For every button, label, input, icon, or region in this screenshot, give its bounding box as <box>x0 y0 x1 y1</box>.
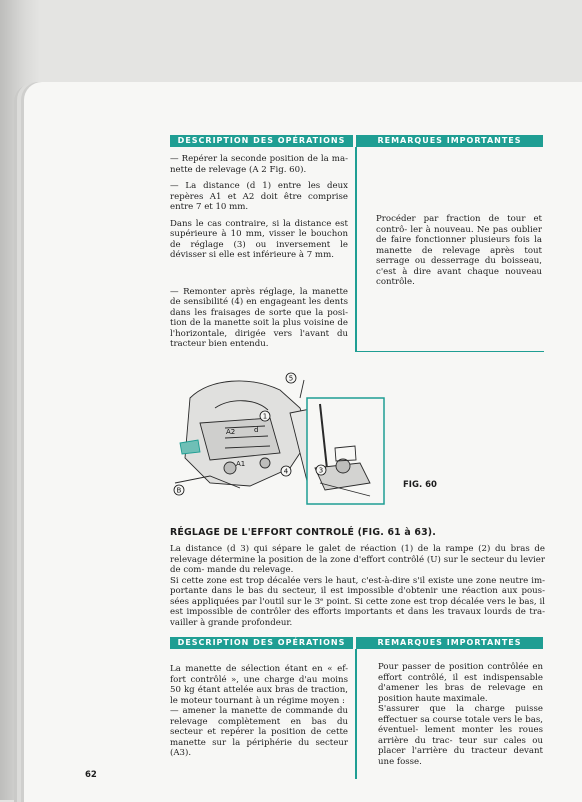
label-d: d <box>254 426 259 434</box>
desc-step-4: — Remonter après réglage, la manette de sensibilité (4) en engageant les dents dans les fraisages de sorte que la posi- tion de la manette soit la plus voisine de l'horizontale, dirigée vers l'avant du tracteur bien entendu. <box>170 286 348 349</box>
remarques-header-bottom: REMARQUES IMPORTANTES <box>356 637 543 649</box>
figure-60-illustration <box>170 368 388 508</box>
description-header-bottom: DESCRIPTION DES OPÉRATIONS <box>170 637 353 649</box>
top-remarque-text: Procéder par fraction de tour et contrô- ler à nouveau. Ne pas oublier de faire fonctionner plusieurs fois la manette de relevage après tout serrage ou desserrage du boisseau, c'est à dire avant chaque nouveau contrôle. <box>376 214 542 287</box>
remarques-header-top: REMARQUES IMPORTANTES <box>356 135 543 147</box>
callout-B: B <box>176 486 182 495</box>
bottom-remarque-2: S'assurer que la charge puisse effectuer sa course totale vers le bas, éventuel- lement monter les roues arrière du trac- teur sur cales ou placer l'arrière du tracteur devant une fosse. <box>378 704 543 767</box>
desc-step-1: — Repérer la seconde position de la ma- nette de relevage (A 2 Fig. 60). <box>170 154 348 175</box>
bottom-remarque-text <box>378 662 543 767</box>
section-body <box>170 544 545 628</box>
description-header-top: DESCRIPTION DES OPÉRATIONS <box>170 135 353 147</box>
figure-caption: FIG. 60 <box>403 480 437 490</box>
page-number: 62 <box>85 770 97 780</box>
bottom-desc-1: La manette de sélection étant en « ef- fort contrôlé », une charge d'au moins 50 kg étant attelée aux bras de traction, le moteur tournant à un régime moyen : <box>170 664 348 706</box>
section-rule-top <box>356 351 544 352</box>
callout-4: 4 <box>283 467 289 476</box>
section-paragraph-2: Si cette zone est trop décalée vers le haut, c'est-à-dire s'il existe une zone neutre im- portante dans le bas du secteur, il est impossible d'obtenir une réaction aux pous- sées appliquées par l'outil sur le 3ᵉ point. Si cette zone est trop décalée vers le bas, il est impossible de contrôler des efforts importants et dans les travaux lourds de tra- vailler à grande profondeur. <box>170 575 545 628</box>
section-title: RÉGLAGE DE L'EFFORT CONTROLÉ (FIG. 61 à 63). <box>170 527 437 538</box>
desc-step-2: — La distance (d 1) entre les deux repères A1 et A2 doit être comprise entre 7 et 10 mm. <box>170 181 348 212</box>
bottom-remarque-1: Pour passer de position contrôlée en effort contrôlé, il est indispensable d'amener les bras de relevage en position haute maximale. <box>378 662 543 704</box>
column-divider-top <box>355 147 357 352</box>
label-A1: A1 <box>236 460 246 468</box>
bottom-desc-2: — amener la manette de commande du relevage complètement en bas du secteur et repérer la position de cette manette sur la périphérie du secteur (A3). <box>170 706 348 758</box>
label-A2: A2 <box>226 428 236 436</box>
desc-step-3: Dans le cas contraire, si la distance est supérieure à 10 mm, visser le bouchon de réglage (3) ou inversement le dévisser si elle est inférieure à 7 mm. <box>170 218 348 260</box>
bottom-description-text <box>170 664 348 759</box>
top-description-text <box>170 154 348 356</box>
callout-1: 1 <box>262 412 268 421</box>
callout-3: 3 <box>318 466 324 475</box>
callout-5: 5 <box>288 374 294 383</box>
column-divider-bottom <box>355 649 357 779</box>
section-paragraph-1: La distance (d 3) qui sépare le galet de réaction (1) de la rampe (2) du bras de relevage détermine la position de la zone d'effort contrôlé (U) sur le secteur du levier de com- mande du relevage. <box>170 544 545 575</box>
